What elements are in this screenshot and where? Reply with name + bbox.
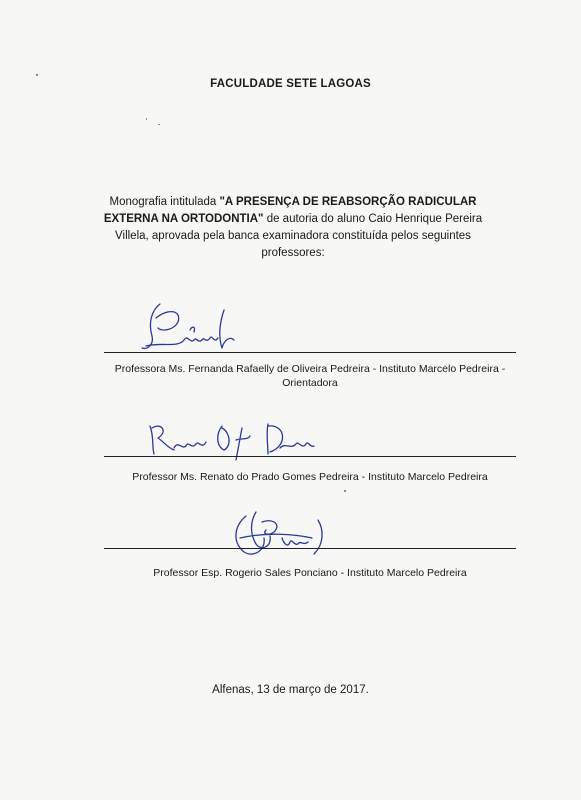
signature-examiner-3 <box>226 508 330 558</box>
signature-line-2 <box>104 456 516 457</box>
signature-line-1 <box>104 352 516 353</box>
statement-suffix: de autoria do aluno Caio Henrique Pereira Villela, aprovada pela banca examinadora constituída pelos seguintes professores: <box>115 213 483 259</box>
signature-examiner-1 <box>138 296 248 358</box>
paper-speck <box>146 118 147 120</box>
approval-statement <box>100 194 486 262</box>
paper-speck <box>344 490 346 492</box>
examiner-3-name: Professor Esp. Rogerio Sales Ponciano - Instituto Marcelo Pedreira <box>153 567 467 579</box>
signature-line-3 <box>104 548 516 549</box>
examiner-3-caption <box>104 566 516 580</box>
examiner-2-name: Professor Ms. Renato do Prado Gomes Pedreira - Instituto Marcelo Pedreira <box>132 471 488 483</box>
date-location: Alfenas, 13 de março de 2017. <box>212 684 369 696</box>
paper-speck <box>158 124 160 125</box>
examiner-1-caption <box>104 362 516 390</box>
examiner-1-name: Professora Ms. Fernanda Rafaelly de Oliveira Pedreira - Instituto Marcelo Pedreira - <box>114 363 506 375</box>
institution-name: FACULDADE SETE LAGOAS <box>210 78 371 90</box>
monograph-title: "A PRESENÇA DE REABSORÇÃO RADICULAR EXTERNA NA ORTODONTIA" <box>103 196 477 225</box>
examiner-2-caption <box>104 470 516 484</box>
statement-prefix: Monografia intitulada <box>109 196 220 208</box>
paper-speck <box>36 74 38 76</box>
examiner-1-role: Orientadora <box>282 377 338 389</box>
